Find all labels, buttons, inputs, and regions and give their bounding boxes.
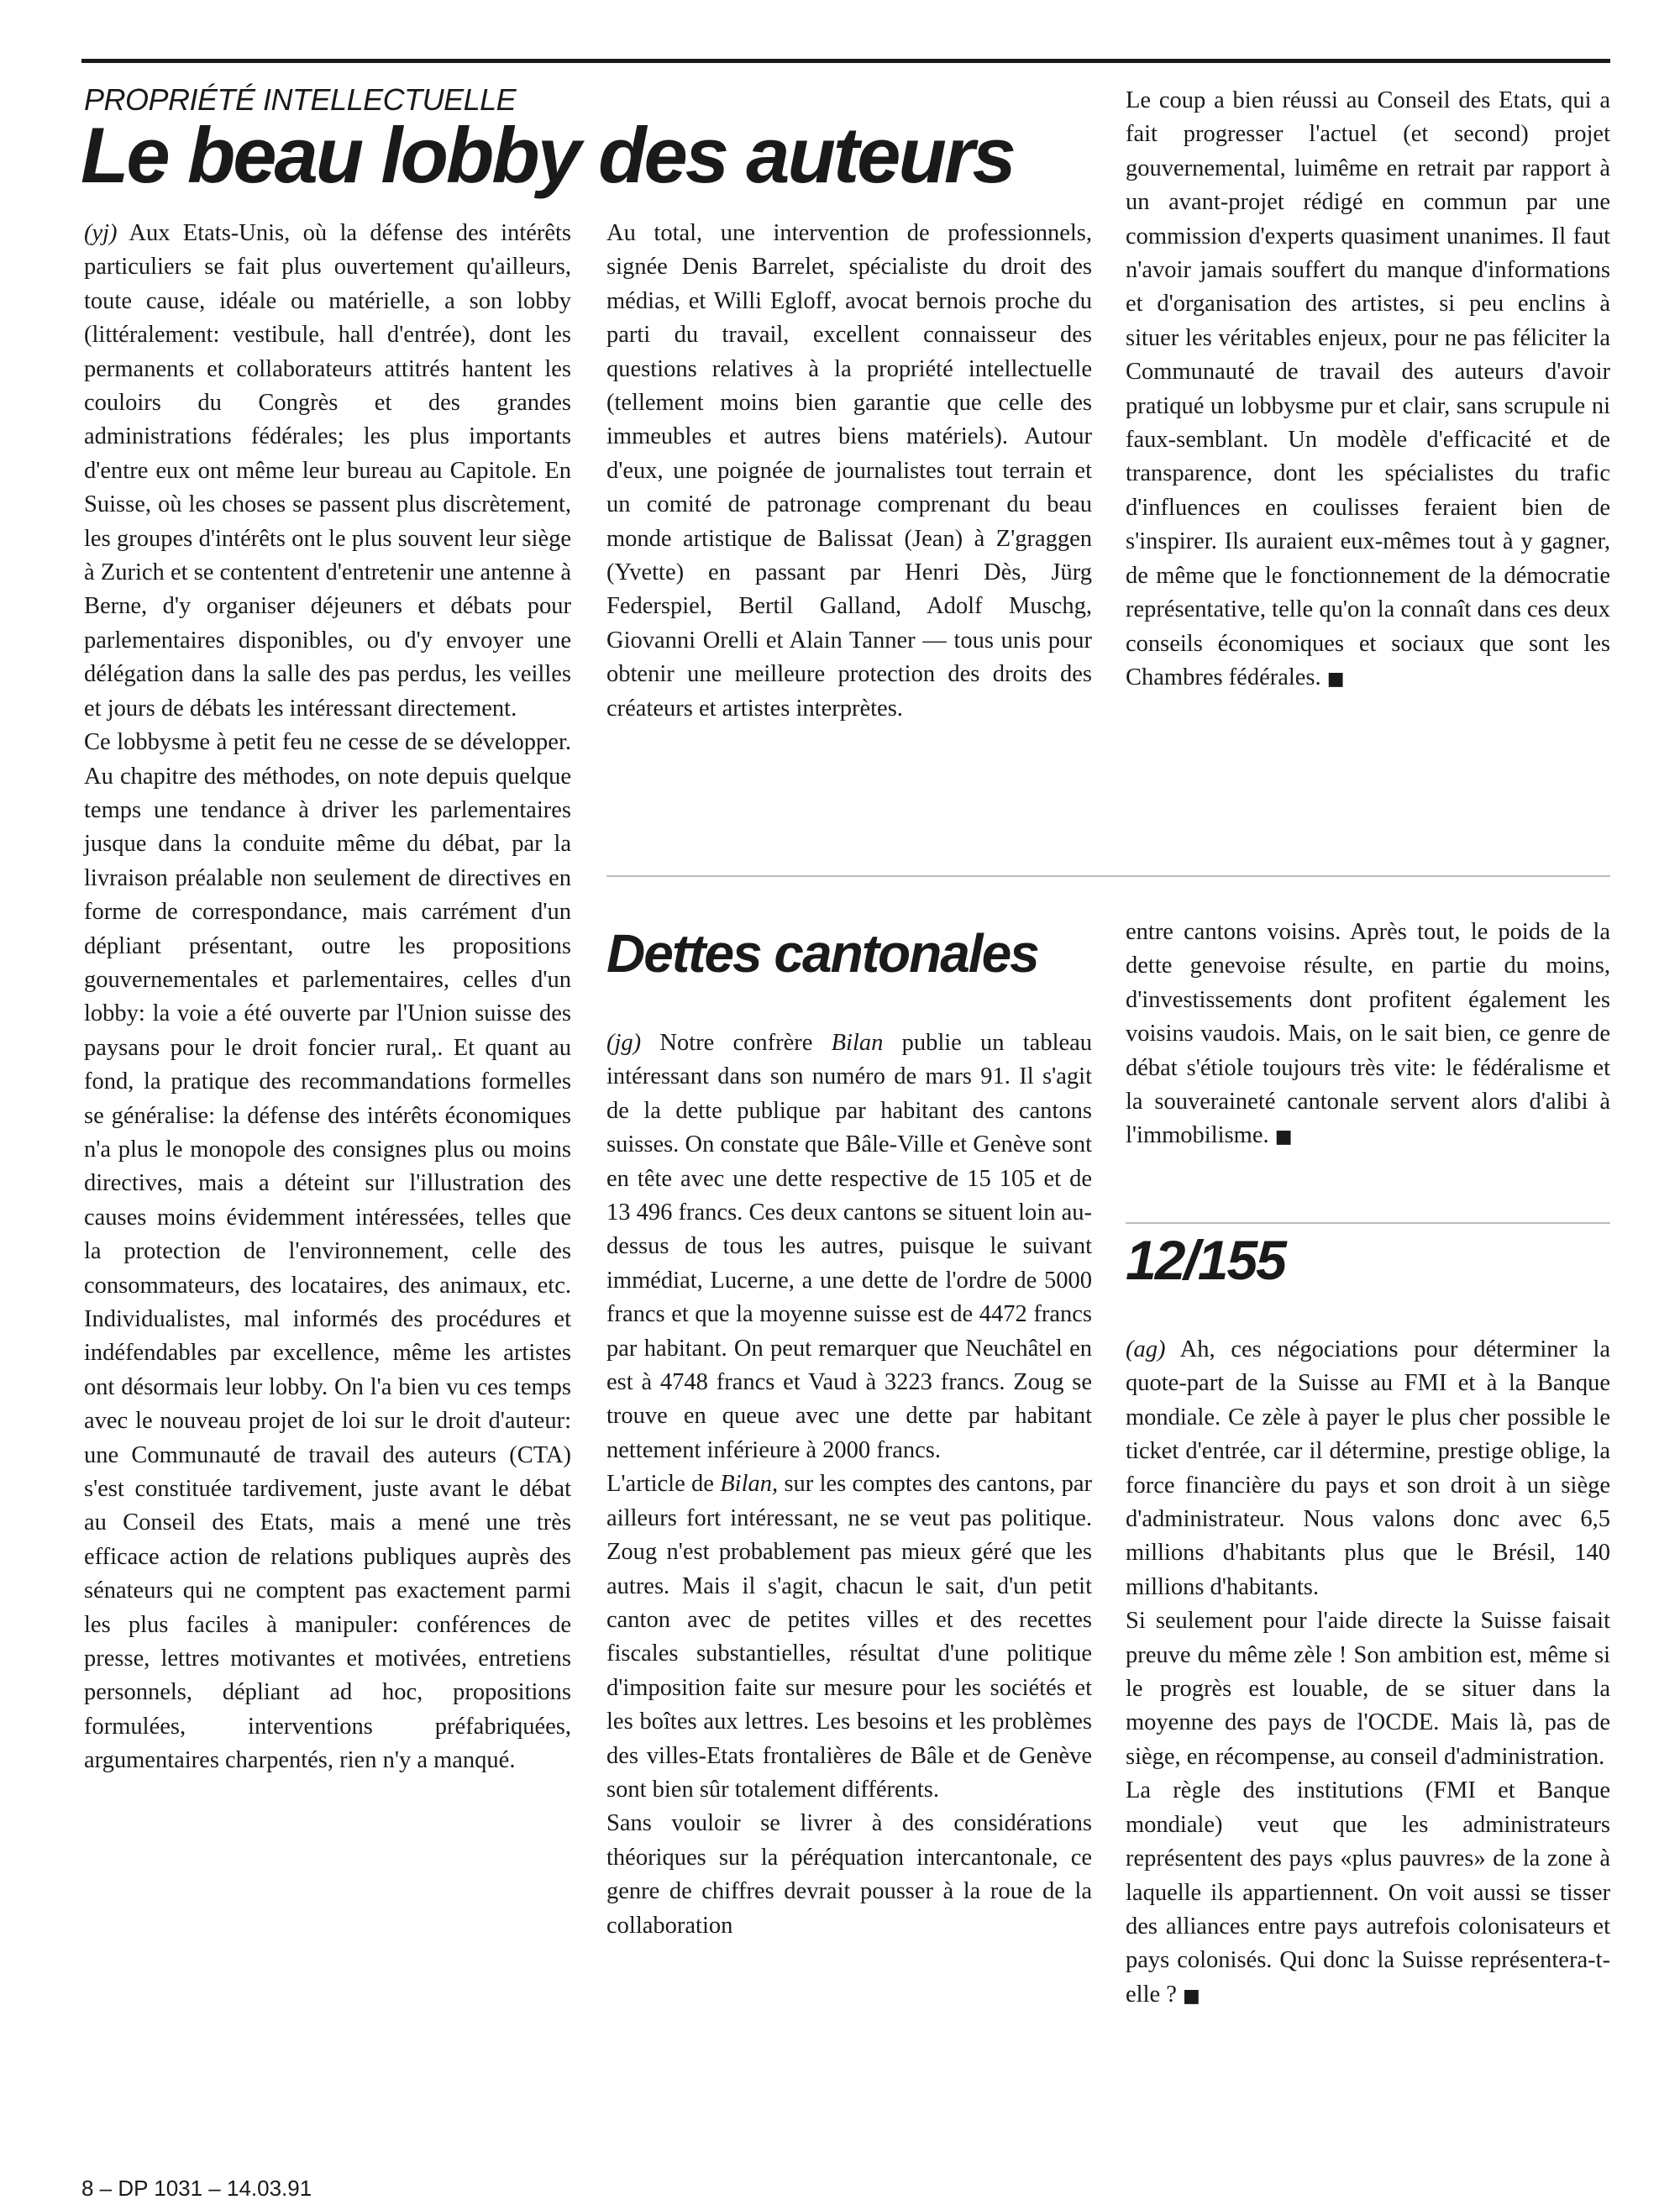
article1-paragraph [1126,84,1610,696]
article3-paragraph: (ag) Ah, ces négociations pour déterminer la quote-part de la Suisse au FMI et à la Banque mondiale. Ce zèle à payer le plus cher possible le ticket d'entrée, car il détermine, prestige oblige, la force financière du pays et son droit à un siège d'administrateur. Nous valons donc avec 6,5 millions d'habitants plus que le Brésil, 140 millions d'habitants. [1126,1336,1610,1600]
end-mark: ■ [1183,1985,1200,2007]
publication-title: Bilan [831,1030,884,1056]
article-headline: 12/155 [1126,1229,1285,1291]
publication-title: Bilan, [720,1471,779,1498]
section-divider [1126,1222,1610,1224]
article1-paragraph: Au total, une intervention de professionnels, signée Denis Barrelet, spécialiste du droit des médias, et Willi Egloff, avocat bernois proche du parti du travail, excellent connaisseur des questions relatives à la propriété intellectuelle (tellement moins bien garantie que celle des immeubles et autres biens matériels). Autour d'eux, une poignée de journalistes tout terrain et un comité de patronage comprenant du beau monde artistique de Balissat (Jean) à Z'graggen (Yvette) en passant par Henri Dès, Jürg Federspiel, Bertil Galland, Adolf Muschg, Giovanni Orelli et Alain Tanner — tous unis pour obtenir une meilleure protection des droits des créateurs et artistes interprètes. [606,220,1092,722]
article3-paragraph: Si seulement pour l'aide directe la Suisse faisait preuve du même zèle ! Son ambition est, même si le progrès est louable, de se situer dans la moyenne des pays de l'OCDE. Mais là, pas de siège, en récompense, au conseil d'administration. [1126,1608,1610,1770]
article3-column [1126,1333,1610,2013]
article3-paragraph: La règle des institutions (FMI et Banque mondiale) veut que les administrateurs représentent des pays «plus pauvres» de la zone à laquelle ils appartiennent. On voit aussi se tisser des alliances entre pays autrefois colonisateurs et pays colonisés. Qui donc la Suisse représentera-t-elle ? ■ [1126,1777,1610,2008]
article2-paragraph: entre cantons voisins. Après tout, le poids de la dette genevoise résulte, en partie du moins, d'investissements dont profitent également les voisins vaudois. Mais, on le sait bien, ce genre de débat s'étiole toujours très vite: le fédéralisme et la souveraineté cantonale servent alors d'alibi à l'immobilisme. ■ [1126,919,1610,1149]
article2-paragraph: L'article de Bilan, sur les comptes des cantons, par ailleurs fort intéressant, ne se veut pas politique. Zoug n'est probablement pas mieux géré que les autres. Mais il s'agit, chacun le sait, d'un petit canton avec de petites villes et des recettes fiscales substantielles, résultat d'une politique d'imposition faite sur mesure pour les sociétés et les boîtes aux lettres. Les besoins et les problèmes des villes-Etats frontalières de Bâle et de Genève sont bien sûr totalement différents. [606,1471,1093,1803]
end-mark: ■ [1274,1126,1293,1148]
article1-paragraph: Ce lobbysme à petit feu ne cesse de se développer. Au chapitre des méthodes, on note depuis quelque temps une tendance à driver les parlementaires jusque dans la conduite même du débat, par la livraison préalable non seulement de directives en forme de correspondance, mais carrément d'un dépliant présentant, outre les propositions gouvernementales et parlementaires, celles d'un lobby: la voie a été ouverte par l'Union suisse des paysans pour le droit foncier rural,. Et quant au fond, la pratique des recommandations formelles se généralise: la défense des intérêts économiques n'a plus le monopole des consignes plus ou moins directives, mais a déteint sur l'illustration des causes moins évidemment intéressées, telles que la protection de l'environnement, celle des consommateurs, des locataires, des animaux, etc. Individualistes, mal informés des procédures et indéfendables par excellence, même les artistes ont désormais leur lobby. On l'a bien vu ces temps avec le nouveau projet de loi sur le droit d'auteur: une Communauté de travail des auteurs (CTA) s'est constituée tardivement, juste avant le débat au Conseil des Etats, mais a mené une très efficace action de relations publiques auprès des sénateurs qui ne comptent pas exactement parmi les plus faciles à manipuler: conférences de presse, lettres motivantes et motivées, entretiens personnels, dépliant ad hoc, propositions formulées, interventions préfabriquées, argumentaires charpentés, rien n'y a manqué. [84,729,571,1774]
article2-paragraph: Sans vouloir se livrer à des considérations théoriques sur la péréquation intercantonale, ce genre de chiffres devrait pousser à la roue de la collaboration [606,1810,1092,1939]
article2-column-2 [1126,916,1610,1155]
article-headline: Dettes cantonales [606,923,1038,984]
article1-column-3 [1126,84,1610,696]
author-initials: (ag) [1126,1336,1166,1362]
article1-column-2 [606,217,1092,726]
article1-column-1 [84,217,571,1778]
end-mark: ■ [1326,668,1345,690]
article2-paragraph: (jg) Notre confrère Bilan publie un tableau intéressant dans son numéro de mars 91. Il s'agit de la dette publique par habitant des cantons suisses. On constate que Bâle-Ville et Genève sont en tête avec une dette respective de 15 105 et de 13 496 francs. Ces deux cantons se situent loin au-dessus de tous les autres, puisque le suivant immédiat, Lucerne, a une dette de l'ordre de 5000 francs et que la moyenne suisse est de 4472 francs par habitant. On peut remarquer que Neuchâtel en est à 4748 francs et Vaud à 3223 francs. Zoug se trouve en queue avec une dette par habitant nettement inférieure à 2000 francs. [606,1030,1093,1463]
section-divider [606,875,1610,877]
top-rule [81,59,1610,63]
article-kicker: PROPRIÉTÉ INTELLECTUELLE [84,82,517,117]
paragraph-text: Aux Etats-Unis, où la défense des intérêts particuliers se fait plus ouvertement qu'ailleurs, toute cause, idéale ou matérielle, a son lobby (littéralement: vestibule, hall d'entrée), dont les permanents et collaborateurs attitrés hantent les couloirs du Congrès et des grandes administrations fédérales; les plus importants d'entre eux ont même leur bureau au Capitole. En Suisse, où les choses se passent plus discrètement, les groupes d'intérêts ont le plus souvent leur siège à Zurich et se contentent d'entretenir une antenne à Berne, d'y organiser déjeuners et débats pour parlementaires disponibles, ou d'y envoyer une délégation dans la salle des pas perdus, les veilles et jours de débats les intéressant directement. [84,220,572,722]
paragraph-text: Le coup a bien réussi au Conseil des Etats, qui a fait progresser l'actuel (et second) projet gouvernemental, luimême en retrait par rapport à un avant-projet rédigé en commun par une commission d'experts quasiment unanimes. Il faut n'avoir jamais souffert du manque d'informations et d'organisation des artistes, si peu enclins à situer les véritables enjeux, pour ne pas féliciter la Communauté de travail des auteurs d'avoir pratiqué un lobbysme pur et clair, sans scrupule ni faux-semblant. Un modèle d'efficacité et de transparence, dont les spécialistes du trafic d'influences en coulisses feraient bien de s'inspirer. Ils auraient eux-mêmes tout à y gagner, de même que le fonctionnement de la démocratie représentative, telle qu'on la connaît dans ces deux conseils économiques et sociaux que sont les Chambres fédérales. [1126,87,1610,690]
author-initials: (jg) [606,1030,642,1056]
article2-column-1 [606,1026,1092,1943]
author-initials: (yj) [84,220,118,246]
article1-paragraph [84,217,571,726]
article-headline: Le beau lobby des auteurs [81,111,1014,199]
page-footer: 8 – DP 1031 – 14.03.91 [81,2176,312,2201]
